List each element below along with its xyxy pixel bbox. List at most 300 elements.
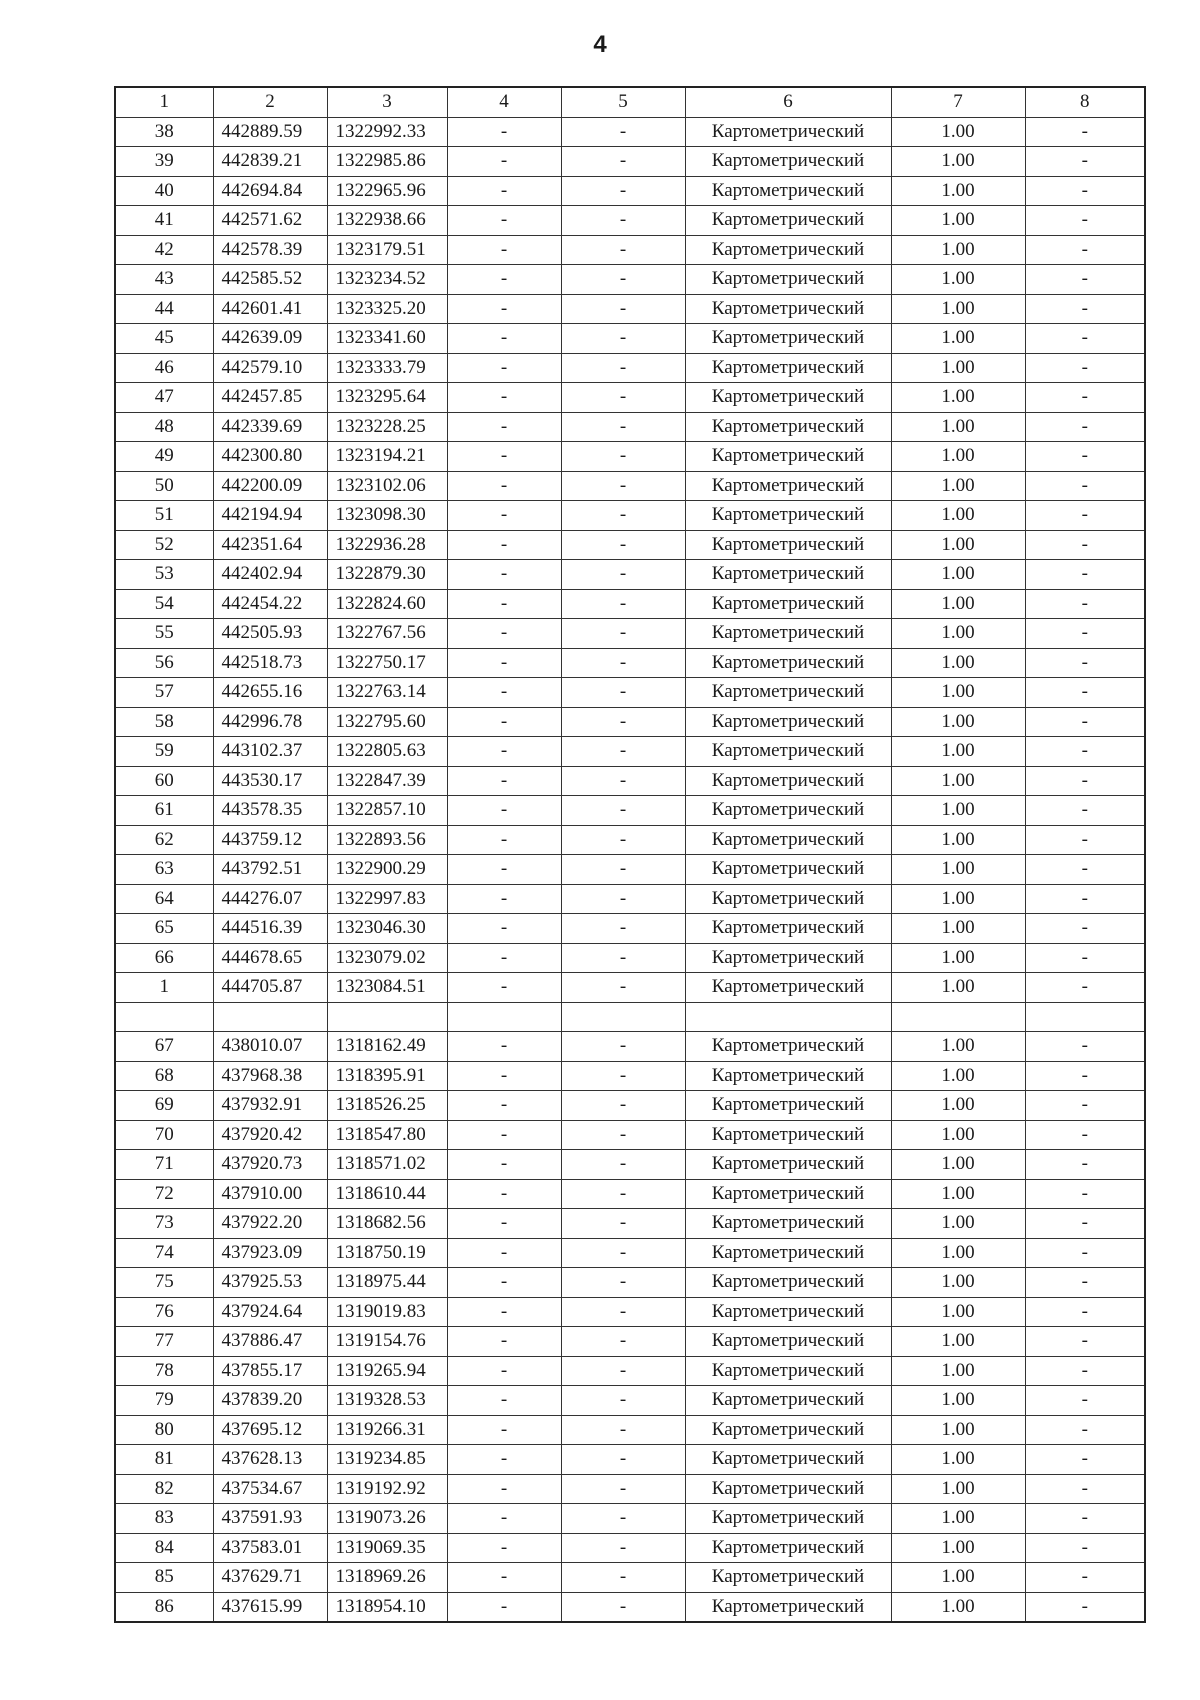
cell-point-number: 47 (115, 383, 213, 413)
table-body (115, 117, 1145, 1622)
cell-column-5-value: - (561, 294, 685, 324)
cell-method: Картометрический (685, 353, 891, 383)
table-row (115, 235, 1145, 265)
table-row (115, 1474, 1145, 1504)
table-row (115, 117, 1145, 147)
table-row (115, 1268, 1145, 1298)
table-row (115, 176, 1145, 206)
cell-method: Картометрический (685, 560, 891, 590)
cell-column-4-value: - (447, 117, 561, 147)
cell-point-number: 38 (115, 117, 213, 147)
cell-x-coordinate: 442339.69 (213, 412, 327, 442)
cell-column-4-value: - (447, 678, 561, 708)
cell-point-number: 74 (115, 1238, 213, 1268)
table-row (115, 796, 1145, 826)
table-row (115, 707, 1145, 737)
cell-column-5-value: - (561, 1209, 685, 1239)
cell-y-coordinate: 1318547.80 (327, 1120, 447, 1150)
cell-column-5-value: - (561, 1120, 685, 1150)
cell-column-5-value: - (561, 353, 685, 383)
cell-column-4-value: - (447, 1327, 561, 1357)
cell-point-number: 53 (115, 560, 213, 590)
cell-column-4-value: - (447, 530, 561, 560)
cell-accuracy: 1.00 (891, 1327, 1025, 1357)
cell-method: Картометрический (685, 973, 891, 1003)
cell-column-4-value: - (447, 176, 561, 206)
cell-column-4-value: - (447, 501, 561, 531)
cell-x-coordinate: 437920.73 (213, 1150, 327, 1180)
cell-accuracy: 1.00 (891, 1386, 1025, 1416)
cell-x-coordinate: 438010.07 (213, 1032, 327, 1062)
cell-accuracy: 1.00 (891, 353, 1025, 383)
cell-column-4-value: - (447, 1209, 561, 1239)
cell-accuracy: 1.00 (891, 147, 1025, 177)
cell-point-number: 78 (115, 1356, 213, 1386)
cell-method: Картометрический (685, 294, 891, 324)
cell-x-coordinate: 437910.00 (213, 1179, 327, 1209)
cell-point-number: 75 (115, 1268, 213, 1298)
cell-point-number: 86 (115, 1592, 213, 1622)
cell-column-4-value: - (447, 796, 561, 826)
cell-accuracy: 1.00 (891, 1150, 1025, 1180)
cell-column-8-value: - (1025, 1592, 1145, 1622)
cell-column-4-value: - (447, 294, 561, 324)
cell-column-5-value: - (561, 1356, 685, 1386)
cell-column-5-value: - (561, 589, 685, 619)
cell-column-8-value: - (1025, 1061, 1145, 1091)
cell-y-coordinate: 1323079.02 (327, 943, 447, 973)
cell-point-number: 43 (115, 265, 213, 295)
cell-column-8-value (1025, 1002, 1145, 1032)
cell-column-8-value: - (1025, 1268, 1145, 1298)
cell-point-number: 65 (115, 914, 213, 944)
cell-column-4-value: - (447, 1563, 561, 1593)
cell-point-number: 48 (115, 412, 213, 442)
cell-point-number: 58 (115, 707, 213, 737)
cell-column-5-value: - (561, 117, 685, 147)
table-row (115, 619, 1145, 649)
cell-method: Картометрический (685, 1445, 891, 1475)
table-row (115, 324, 1145, 354)
cell-column-5-value: - (561, 1238, 685, 1268)
cell-x-coordinate: 442996.78 (213, 707, 327, 737)
cell-point-number: 76 (115, 1297, 213, 1327)
cell-column-5-value: - (561, 1032, 685, 1062)
table-row (115, 943, 1145, 973)
cell-point-number: 1 (115, 973, 213, 1003)
cell-column-4-value: - (447, 1150, 561, 1180)
cell-column-8-value: - (1025, 117, 1145, 147)
table-row (115, 147, 1145, 177)
cell-method: Картометрический (685, 1179, 891, 1209)
cell-x-coordinate: 437534.67 (213, 1474, 327, 1504)
cell-method: Картометрический (685, 825, 891, 855)
cell-column-5-value: - (561, 796, 685, 826)
cell-method: Картометрический (685, 117, 891, 147)
cell-y-coordinate: 1323102.06 (327, 471, 447, 501)
table-header-row (115, 87, 1145, 117)
cell-accuracy: 1.00 (891, 1504, 1025, 1534)
table-row (115, 265, 1145, 295)
table-row (115, 530, 1145, 560)
cell-column-8-value: - (1025, 235, 1145, 265)
cell-y-coordinate: 1323046.30 (327, 914, 447, 944)
cell-method: Картометрический (685, 648, 891, 678)
cell-column-8-value: - (1025, 973, 1145, 1003)
cell-column-8-value: - (1025, 412, 1145, 442)
cell-column-8-value: - (1025, 147, 1145, 177)
cell-point-number: 81 (115, 1445, 213, 1475)
cell-column-4-value: - (447, 973, 561, 1003)
cell-column-8-value: - (1025, 176, 1145, 206)
cell-x-coordinate: 444276.07 (213, 884, 327, 914)
table-row (115, 1150, 1145, 1180)
cell-method: Картометрический (685, 1032, 891, 1062)
cell-accuracy: 1.00 (891, 471, 1025, 501)
cell-point-number: 62 (115, 825, 213, 855)
cell-column-4-value (447, 1002, 561, 1032)
cell-x-coordinate: 444705.87 (213, 973, 327, 1003)
cell-column-5-value: - (561, 1386, 685, 1416)
cell-y-coordinate: 1318750.19 (327, 1238, 447, 1268)
cell-x-coordinate: 442585.52 (213, 265, 327, 295)
cell-method: Картометрический (685, 855, 891, 885)
cell-x-coordinate: 442578.39 (213, 235, 327, 265)
cell-y-coordinate: 1322992.33 (327, 117, 447, 147)
cell-point-number: 59 (115, 737, 213, 767)
table-row (115, 412, 1145, 442)
cell-column-8-value: - (1025, 442, 1145, 472)
cell-column-4-value: - (447, 383, 561, 413)
cell-method: Картометрический (685, 530, 891, 560)
table-row (115, 1356, 1145, 1386)
column-header: 5 (561, 87, 685, 117)
cell-point-number: 71 (115, 1150, 213, 1180)
table-row (115, 1209, 1145, 1239)
cell-column-4-value: - (447, 737, 561, 767)
cell-column-8-value: - (1025, 1445, 1145, 1475)
cell-accuracy: 1.00 (891, 176, 1025, 206)
cell-x-coordinate: 442200.09 (213, 471, 327, 501)
cell-point-number: 40 (115, 176, 213, 206)
cell-point-number: 68 (115, 1061, 213, 1091)
cell-column-5-value: - (561, 1445, 685, 1475)
cell-column-4-value: - (447, 1356, 561, 1386)
cell-column-5-value: - (561, 1504, 685, 1534)
cell-column-4-value: - (447, 1592, 561, 1622)
cell-y-coordinate: 1319266.31 (327, 1415, 447, 1445)
cell-y-coordinate: 1323234.52 (327, 265, 447, 295)
cell-y-coordinate: 1322805.63 (327, 737, 447, 767)
cell-column-4-value: - (447, 648, 561, 678)
cell-method: Картометрический (685, 796, 891, 826)
cell-point-number: 51 (115, 501, 213, 531)
cell-point-number: 66 (115, 943, 213, 973)
cell-point-number: 60 (115, 766, 213, 796)
cell-accuracy: 1.00 (891, 1179, 1025, 1209)
cell-x-coordinate: 442518.73 (213, 648, 327, 678)
cell-column-8-value: - (1025, 501, 1145, 531)
cell-point-number: 72 (115, 1179, 213, 1209)
cell-column-5-value: - (561, 648, 685, 678)
cell-column-4-value: - (447, 1533, 561, 1563)
cell-column-5-value (561, 1002, 685, 1032)
cell-accuracy: 1.00 (891, 1356, 1025, 1386)
cell-y-coordinate: 1323325.20 (327, 294, 447, 324)
cell-y-coordinate: 1323179.51 (327, 235, 447, 265)
column-header: 2 (213, 87, 327, 117)
table-row (115, 1415, 1145, 1445)
cell-y-coordinate: 1322847.39 (327, 766, 447, 796)
cell-method: Картометрический (685, 678, 891, 708)
column-header: 7 (891, 87, 1025, 117)
cell-column-8-value: - (1025, 1356, 1145, 1386)
cell-method: Картометрический (685, 1091, 891, 1121)
table-row (115, 1563, 1145, 1593)
table-row (115, 1061, 1145, 1091)
cell-column-5-value: - (561, 1563, 685, 1593)
cell-accuracy: 1.00 (891, 442, 1025, 472)
cell-column-8-value: - (1025, 560, 1145, 590)
cell-accuracy: 1.00 (891, 1061, 1025, 1091)
cell-accuracy: 1.00 (891, 1297, 1025, 1327)
cell-column-5-value: - (561, 147, 685, 177)
column-header: 4 (447, 87, 561, 117)
cell-column-5-value: - (561, 560, 685, 590)
cell-accuracy: 1.00 (891, 530, 1025, 560)
cell-x-coordinate: 437855.17 (213, 1356, 327, 1386)
cell-y-coordinate: 1318526.25 (327, 1091, 447, 1121)
table-row (115, 1504, 1145, 1534)
cell-y-coordinate: 1319328.53 (327, 1386, 447, 1416)
cell-method: Картометрический (685, 1120, 891, 1150)
cell-point-number: 84 (115, 1533, 213, 1563)
cell-method: Картометрический (685, 412, 891, 442)
cell-accuracy: 1.00 (891, 206, 1025, 236)
cell-column-5-value: - (561, 914, 685, 944)
cell-accuracy: 1.00 (891, 1120, 1025, 1150)
cell-x-coordinate: 437591.93 (213, 1504, 327, 1534)
cell-column-4-value: - (447, 884, 561, 914)
cell-point-number: 64 (115, 884, 213, 914)
table-row (115, 1179, 1145, 1209)
cell-y-coordinate: 1319073.26 (327, 1504, 447, 1534)
cell-method: Картометрический (685, 766, 891, 796)
cell-column-8-value: - (1025, 1150, 1145, 1180)
table-row (115, 914, 1145, 944)
cell-column-5-value: - (561, 678, 685, 708)
cell-accuracy (891, 1002, 1025, 1032)
cell-y-coordinate: 1322857.10 (327, 796, 447, 826)
cell-y-coordinate: 1319154.76 (327, 1327, 447, 1357)
cell-column-5-value: - (561, 825, 685, 855)
cell-column-5-value: - (561, 1268, 685, 1298)
table-row (115, 383, 1145, 413)
cell-method: Картометрический (685, 147, 891, 177)
table-row (115, 825, 1145, 855)
column-header: 8 (1025, 87, 1145, 117)
cell-y-coordinate: 1322750.17 (327, 648, 447, 678)
cell-accuracy: 1.00 (891, 1415, 1025, 1445)
cell-point-number: 70 (115, 1120, 213, 1150)
cell-column-8-value: - (1025, 943, 1145, 973)
table-row (115, 442, 1145, 472)
cell-column-4-value: - (447, 1091, 561, 1121)
cell-accuracy: 1.00 (891, 619, 1025, 649)
cell-column-5-value: - (561, 1415, 685, 1445)
cell-method: Картометрический (685, 1386, 891, 1416)
cell-accuracy: 1.00 (891, 825, 1025, 855)
cell-column-5-value: - (561, 412, 685, 442)
cell-y-coordinate: 1322893.56 (327, 825, 447, 855)
cell-x-coordinate: 443102.37 (213, 737, 327, 767)
cell-method: Картометрический (685, 1061, 891, 1091)
cell-x-coordinate: 442505.93 (213, 619, 327, 649)
cell-column-4-value: - (447, 1297, 561, 1327)
cell-y-coordinate: 1322965.96 (327, 176, 447, 206)
cell-method: Картометрический (685, 442, 891, 472)
table-row (115, 1297, 1145, 1327)
cell-column-4-value: - (447, 1445, 561, 1475)
cell-y-coordinate: 1319069.35 (327, 1533, 447, 1563)
table-row (115, 353, 1145, 383)
cell-column-8-value: - (1025, 648, 1145, 678)
cell-column-4-value: - (447, 707, 561, 737)
cell-column-8-value: - (1025, 324, 1145, 354)
cell-x-coordinate: 437924.64 (213, 1297, 327, 1327)
cell-column-8-value: - (1025, 206, 1145, 236)
cell-x-coordinate: 442839.21 (213, 147, 327, 177)
table-row (115, 560, 1145, 590)
cell-column-4-value: - (447, 825, 561, 855)
cell-point-number: 49 (115, 442, 213, 472)
cell-x-coordinate: 437583.01 (213, 1533, 327, 1563)
table-row (115, 973, 1145, 1003)
cell-column-4-value: - (447, 619, 561, 649)
cell-point-number: 83 (115, 1504, 213, 1534)
cell-y-coordinate: 1318610.44 (327, 1179, 447, 1209)
cell-column-4-value: - (447, 1032, 561, 1062)
cell-y-coordinate: 1322985.86 (327, 147, 447, 177)
cell-method: Картометрический (685, 1592, 891, 1622)
cell-y-coordinate: 1322936.28 (327, 530, 447, 560)
cell-column-8-value: - (1025, 855, 1145, 885)
cell-point-number: 57 (115, 678, 213, 708)
cell-column-8-value: - (1025, 530, 1145, 560)
cell-x-coordinate: 437968.38 (213, 1061, 327, 1091)
cell-x-coordinate: 437922.20 (213, 1209, 327, 1239)
cell-column-8-value: - (1025, 1386, 1145, 1416)
column-header: 1 (115, 87, 213, 117)
cell-column-8-value: - (1025, 1209, 1145, 1239)
cell-column-8-value: - (1025, 884, 1145, 914)
cell-y-coordinate: 1319234.85 (327, 1445, 447, 1475)
cell-method: Картометрический (685, 707, 891, 737)
cell-y-coordinate: 1323084.51 (327, 973, 447, 1003)
cell-column-4-value: - (447, 1415, 561, 1445)
table-row (115, 737, 1145, 767)
cell-point-number: 55 (115, 619, 213, 649)
cell-accuracy: 1.00 (891, 1091, 1025, 1121)
cell-column-4-value: - (447, 1474, 561, 1504)
cell-method: Картометрический (685, 1474, 891, 1504)
cell-y-coordinate: 1319265.94 (327, 1356, 447, 1386)
cell-column-4-value: - (447, 235, 561, 265)
cell-x-coordinate: 437695.12 (213, 1415, 327, 1445)
cell-column-8-value: - (1025, 1032, 1145, 1062)
cell-x-coordinate: 437615.99 (213, 1592, 327, 1622)
cell-method: Картометрический (685, 206, 891, 236)
table-row (115, 1002, 1145, 1032)
cell-y-coordinate: 1322767.56 (327, 619, 447, 649)
table-row (115, 589, 1145, 619)
cell-column-5-value: - (561, 206, 685, 236)
cell-column-5-value: - (561, 855, 685, 885)
cell-point-number: 52 (115, 530, 213, 560)
cell-x-coordinate: 442639.09 (213, 324, 327, 354)
cell-y-coordinate: 1318682.56 (327, 1209, 447, 1239)
cell-accuracy: 1.00 (891, 1533, 1025, 1563)
cell-y-coordinate: 1323341.60 (327, 324, 447, 354)
table-row (115, 294, 1145, 324)
cell-method: Картометрический (685, 884, 891, 914)
cell-method: Картометрический (685, 1297, 891, 1327)
cell-x-coordinate: 443792.51 (213, 855, 327, 885)
cell-method: Картометрический (685, 1415, 891, 1445)
cell-method: Картометрический (685, 1563, 891, 1593)
cell-column-5-value: - (561, 737, 685, 767)
table-row (115, 855, 1145, 885)
cell-column-8-value: - (1025, 707, 1145, 737)
cell-column-4-value: - (447, 324, 561, 354)
cell-method: Картометрический (685, 1209, 891, 1239)
cell-x-coordinate: 442889.59 (213, 117, 327, 147)
cell-x-coordinate: 442454.22 (213, 589, 327, 619)
cell-x-coordinate: 437628.13 (213, 1445, 327, 1475)
table-row (115, 206, 1145, 236)
cell-column-8-value: - (1025, 1179, 1145, 1209)
cell-column-5-value: - (561, 235, 685, 265)
cell-accuracy: 1.00 (891, 766, 1025, 796)
cell-method: Картометрический (685, 471, 891, 501)
table-row (115, 1327, 1145, 1357)
table-row (115, 678, 1145, 708)
cell-point-number: 42 (115, 235, 213, 265)
cell-column-8-value: - (1025, 914, 1145, 944)
cell-column-5-value: - (561, 471, 685, 501)
cell-point-number: 73 (115, 1209, 213, 1239)
cell-point-number: 54 (115, 589, 213, 619)
cell-column-4-value: - (447, 1120, 561, 1150)
cell-column-5-value: - (561, 1150, 685, 1180)
cell-column-4-value: - (447, 442, 561, 472)
column-header: 3 (327, 87, 447, 117)
cell-y-coordinate: 1323295.64 (327, 383, 447, 413)
cell-column-8-value: - (1025, 1533, 1145, 1563)
cell-column-5-value: - (561, 383, 685, 413)
cell-y-coordinate: 1318395.91 (327, 1061, 447, 1091)
cell-accuracy: 1.00 (891, 589, 1025, 619)
cell-method: Картометрический (685, 737, 891, 767)
cell-accuracy: 1.00 (891, 1474, 1025, 1504)
cell-point-number: 44 (115, 294, 213, 324)
cell-column-5-value: - (561, 1592, 685, 1622)
cell-y-coordinate: 1318162.49 (327, 1032, 447, 1062)
cell-column-4-value: - (447, 471, 561, 501)
cell-x-coordinate: 442655.16 (213, 678, 327, 708)
cell-method: Картометрический (685, 619, 891, 649)
cell-point-number: 46 (115, 353, 213, 383)
